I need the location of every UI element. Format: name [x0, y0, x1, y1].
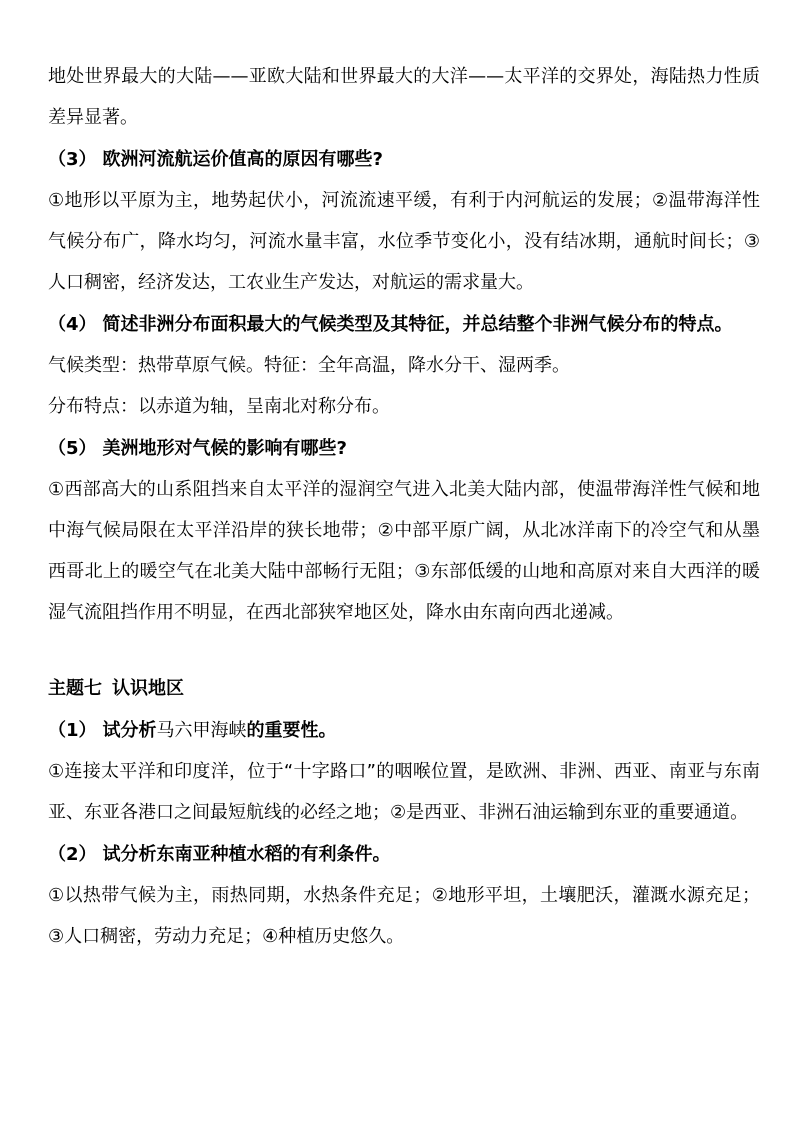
- topic-heading: [48, 668, 760, 709]
- topic7-question-1-number: （1）: [48, 720, 97, 741]
- topic7-question-2-text: 试分析东南亚种植水稻的有利条件。: [102, 844, 391, 865]
- topic7-question-1-post: 的重要性。: [246, 720, 337, 741]
- question-5: [48, 428, 760, 469]
- topic7-question-1-pre: 试分析: [102, 720, 157, 741]
- topic7-question-1-strait: 马六甲海峡: [156, 720, 247, 741]
- topic7-answer-1: ①连接太平洋和印度洋，位于“十字路口”的咽喉位置，是欧洲、非洲、西亚、南亚与东南亚、东亚各港口之间最短航线的必经之地；②是西亚、非洲石油运输到东亚的重要通道。: [48, 761, 760, 823]
- topic7-question-1: [48, 710, 760, 751]
- topic-label: 主题七: [48, 678, 102, 699]
- question-4: [48, 304, 760, 345]
- question-5-text: 美洲地形对气候的影响有哪些?: [102, 438, 347, 459]
- topic7-answer-2: ①以热带气候为主，雨热同期，水热条件充足；②地形平坦，土壤肥沃，灌溉水源充足；③人口稠密，劳动力充足；④种植历史悠久。: [48, 885, 760, 947]
- answer-3: ①地形以平原为主，地势起伏小，河流流速平缓，有利于内河航运的发展；②温带海洋性气候分布广，降水均匀，河流水量丰富，水位季节变化小，没有结冰期，通航时间长；③人口稠密，经济发达，工农业生产发达，对航运的需求量大。: [48, 190, 760, 293]
- question-3: [48, 139, 760, 180]
- question-4-number: （4）: [48, 314, 97, 335]
- question-5-number: （5）: [48, 438, 97, 459]
- intro-paragraph: 地处世界最大的大陆——亚欧大陆和世界最大的大洋——太平洋的交界处，海陆热力性质差异显著。: [48, 66, 760, 128]
- topic-title: 认识地区: [112, 678, 184, 699]
- answer-5: ①西部高大的山系阻挡来自太平洋的湿润空气进入北美大陆内部，使温带海洋性气候和地中海气候局限在太平洋沿岸的狭长地带；②中部平原广阔，从北冰洋南下的冷空气和从墨西哥北上的暖空气在北美大陆中部畅行无阻；③东部低缓的山地和高原对来自大西洋的暖湿气流阻挡作用不明显，在西北部狭窄地区处，降水由东南向西北递减。: [48, 479, 760, 623]
- document-page: [48, 56, 760, 957]
- question-4-text: 简述非洲分布面积最大的气候类型及其特征，并总结整个非洲气候分布的特点。: [102, 314, 733, 335]
- question-3-number: （3）: [48, 149, 97, 170]
- topic7-question-2-number: （2）: [48, 844, 97, 865]
- answer-4-distribution: 分布特点：以赤道为轴，呈南北对称分布。: [48, 396, 390, 417]
- topic7-question-2: [48, 834, 760, 875]
- question-3-text: 欧洲河流航运价值高的原因有哪些?: [102, 149, 383, 170]
- answer-4-climate-type: 气候类型：热带草原气候。特征：全年高温，降水分干、湿两季。: [48, 355, 570, 376]
